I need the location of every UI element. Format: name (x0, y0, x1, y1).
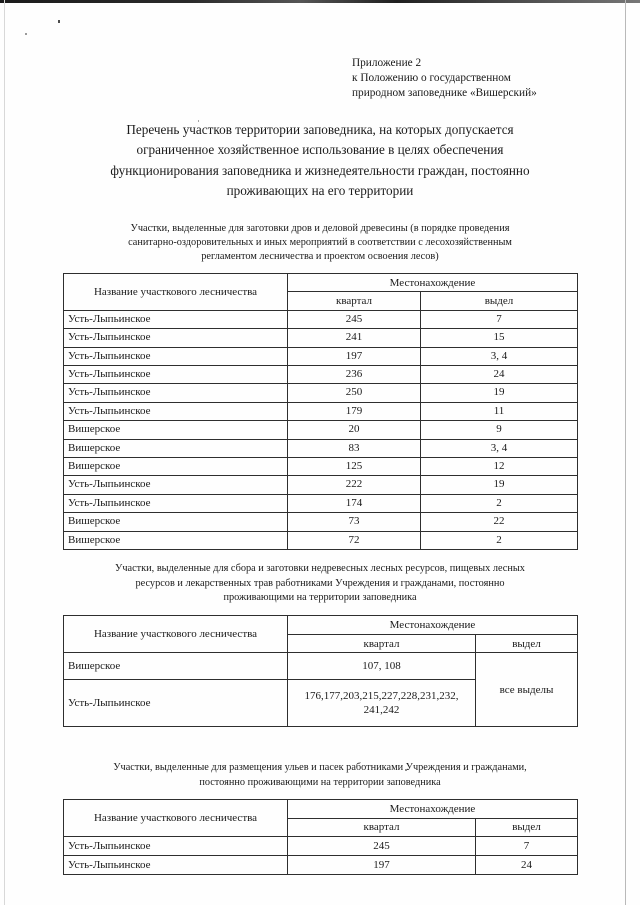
cell-quarter: 83 (288, 439, 421, 457)
cell-plot: 7 (421, 310, 578, 328)
cell-plot: 2 (421, 531, 578, 549)
cell-quarter: 236 (288, 366, 421, 384)
section1-note-line-3: регламентом лесничества и проектом освоения лесов) (201, 251, 439, 263)
cell-forestry-name: Усть-Лыпьинское (64, 680, 288, 727)
cell-quarter: 241 (288, 329, 421, 347)
table-row (64, 494, 578, 512)
section-note-timber (68, 222, 572, 265)
table-row (64, 347, 578, 365)
title-line-4: проживающих на его территории (226, 183, 414, 199)
table-row (64, 476, 578, 494)
section1-note-line-1: Участки, выделенные для заготовки дров и деловой древесины (в порядке проведения (130, 222, 510, 234)
section3-note-line-1: Участки, выделенные для размещения ульев и пасек работниками Учреждения и гражданами, (113, 762, 527, 774)
column-header-plot: выдел (476, 818, 578, 837)
table-header (64, 273, 578, 310)
table-row (64, 458, 578, 476)
cell-quarter: 107, 108 (288, 653, 476, 680)
cell-plot: 24 (476, 856, 578, 875)
cell-quarter: 20 (288, 421, 421, 439)
table-row (64, 513, 578, 531)
cell-plot: 3, 4 (421, 439, 578, 457)
column-header-name: Название участкового лесничества (64, 273, 288, 310)
cell-quarter: 197 (288, 347, 421, 365)
cell-quarter: 222 (288, 476, 421, 494)
section-note-apiary (68, 761, 572, 790)
cell-forestry-name: Усть-Лыпьинское (64, 310, 288, 328)
cell-quarter: 174 (288, 494, 421, 512)
cell-quarter: 72 (288, 531, 421, 549)
cell-forestry-name: Вишерское (64, 513, 288, 531)
table-body (64, 837, 578, 875)
cell-forestry-name: Усть-Лыпьинское (64, 476, 288, 494)
title-line-2: ограниченное хозяйственное использование в целях обеспечения (136, 142, 504, 158)
table-row (64, 856, 578, 875)
cell-forestry-name: Вишерское (64, 653, 288, 680)
table-header-row-top (64, 273, 578, 292)
section-note-nontimber (68, 562, 572, 605)
table-row (64, 366, 578, 384)
cell-forestry-name: Вишерское (64, 421, 288, 439)
cell-forestry-name: Усть-Лыпьинское (64, 856, 288, 875)
cell-quarter: 245 (288, 837, 476, 856)
title-line-1: Перечень участков территории заповедника, на которых допускается (126, 121, 514, 137)
cell-plot: 22 (421, 513, 578, 531)
table-row (64, 653, 578, 680)
cell-forestry-name: Усть-Лыпьинское (64, 384, 288, 402)
column-header-quarter: квартал (288, 634, 476, 653)
cell-plot: 3, 4 (421, 347, 578, 365)
table-apiary-plots (63, 799, 578, 875)
cell-forestry-name: Усть-Лыпьинское (64, 347, 288, 365)
cell-forestry-name: Усть-Лыпьинское (64, 494, 288, 512)
table-header-row-top (64, 800, 578, 819)
cell-forestry-name: Вишерское (64, 531, 288, 549)
cell-forestry-name: Вишерское (64, 458, 288, 476)
cell-forestry-name: Усть-Лыпьинское (64, 366, 288, 384)
column-header-plot: выдел (421, 292, 578, 311)
header-line-reserve: природном заповеднике «Вишерский» (352, 87, 537, 100)
table-row (64, 402, 578, 420)
cell-plot-merged: все выделы (476, 653, 578, 727)
table-row (64, 384, 578, 402)
header-line-appendix: Приложение 2 (352, 57, 422, 69)
table-row (64, 531, 578, 549)
document-header (0, 56, 640, 102)
cell-quarter-line-2: 241,242 (363, 704, 400, 717)
column-header-quarter: квартал (288, 818, 476, 837)
cell-plot: 19 (421, 384, 578, 402)
table-nontimber-resources (63, 615, 578, 727)
table-row (64, 837, 578, 856)
table-body (64, 310, 578, 549)
header-line-regulation: к Положению о государственном (352, 72, 511, 85)
cell-quarter: 125 (288, 458, 421, 476)
cell-forestry-name: Усть-Лыпьинское (64, 837, 288, 856)
table-row (64, 329, 578, 347)
cell-quarter: 245 (288, 310, 421, 328)
section1-note-line-2: санитарно-оздоровительных и иных мероприятий в соответствии с лесохозяйственным (128, 237, 512, 249)
column-header-plot: выдел (476, 634, 578, 653)
cell-plot: 12 (421, 458, 578, 476)
title-line-3: функционирования заповедника и жизнедеятельности граждан, постоянно (110, 162, 530, 178)
cell-quarter: 73 (288, 513, 421, 531)
cell-quarter: 179 (288, 402, 421, 420)
cell-forestry-name: Усть-Лыпьинское (64, 329, 288, 347)
table-row (64, 421, 578, 439)
cell-plot: 2 (421, 494, 578, 512)
table-row (64, 310, 578, 328)
column-header-quarter: квартал (288, 292, 421, 311)
table-row (64, 439, 578, 457)
cell-quarter: 250 (288, 384, 421, 402)
cell-quarter: 197 (288, 856, 476, 875)
section2-note-line-1: Участки, выделенные для сбора и заготовки недревесных лесных ресурсов, пищевых лесных (115, 563, 525, 575)
cell-forestry-name: Усть-Лыпьинское (64, 402, 288, 420)
cell-quarter (288, 680, 476, 727)
page-title (62, 120, 578, 202)
cell-plot: 9 (421, 421, 578, 439)
cell-plot: 19 (421, 476, 578, 494)
cell-forestry-name: Вишерское (64, 439, 288, 457)
section3-note-line-2: постоянно проживающими на территории заповедника (199, 776, 441, 788)
cell-plot: 7 (476, 837, 578, 856)
table-header-row-top (64, 616, 578, 635)
table-body (64, 653, 578, 727)
cell-plot: 11 (421, 402, 578, 420)
section2-note-line-2: ресурсов и лекарственных трав работниками Учреждения и гражданами, постоянно (135, 577, 505, 589)
table-timber-plots (63, 273, 578, 550)
column-header-location: Местонахождение (288, 800, 578, 819)
table-header (64, 800, 578, 837)
cell-plot: 24 (421, 366, 578, 384)
cell-plot: 15 (421, 329, 578, 347)
column-header-name: Название участкового лесничества (64, 616, 288, 653)
column-header-location: Местонахождение (288, 273, 578, 292)
cell-quarter-line-1: 176,177,203,215,227,228,231,232, (304, 690, 459, 703)
section2-note-line-3: проживающими на территории заповедника (223, 591, 417, 603)
column-header-location: Местонахождение (288, 616, 578, 635)
table-header (64, 616, 578, 653)
column-header-name: Название участкового лесничества (64, 800, 288, 837)
